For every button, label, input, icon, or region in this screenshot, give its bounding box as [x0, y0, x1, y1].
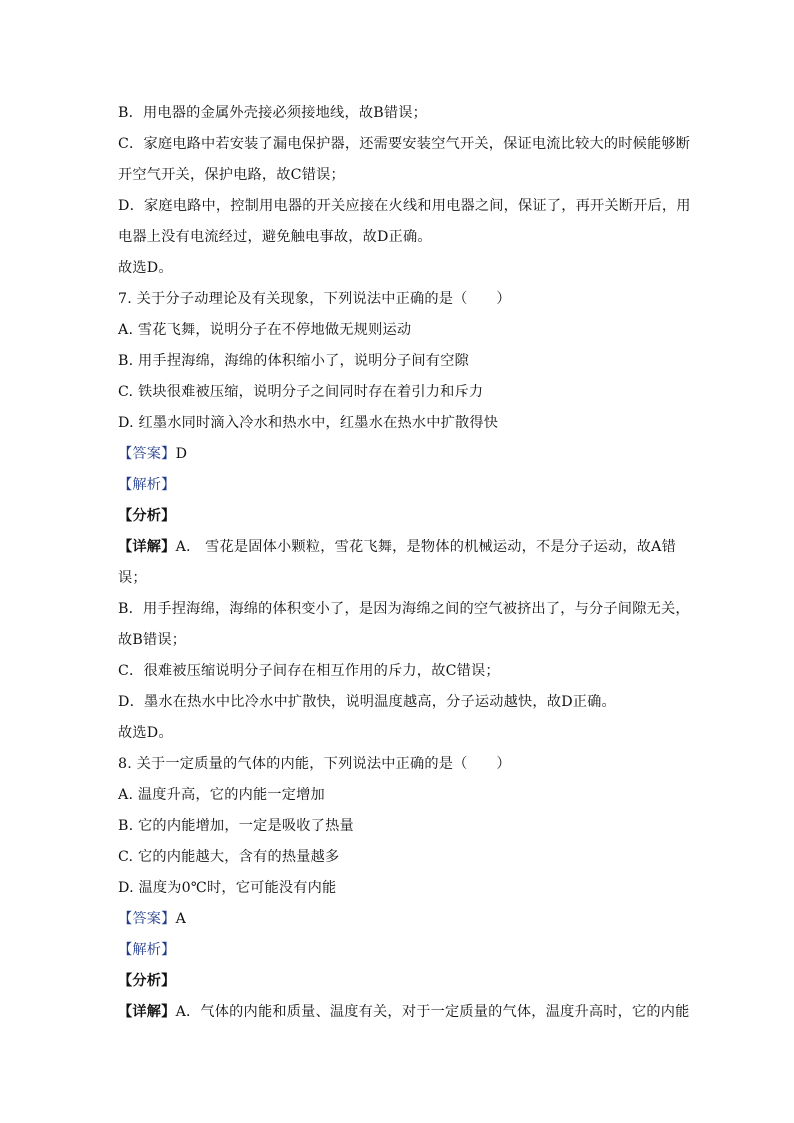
breakdown-tag: 【分析】 [118, 973, 176, 989]
analysis-line [118, 470, 678, 501]
text-line: D．家庭电路中，控制用电器的开关应接在火线和用电器之间，保证了，再开关断开后，用 [118, 198, 691, 214]
detail-line: 【详解】A．气体的内能和质量、温度有关，对于一定质量的气体，温度升高时，它的内能 [118, 1004, 690, 1020]
option-d: D. 红墨水同时滴入冷水和热水中，红墨水在热水中扩散得快 [118, 415, 499, 431]
text-line: 误； [118, 570, 147, 586]
option-c: C. 铁块很难被压缩，说明分子之间同时存在着引力和斥力 [118, 384, 484, 400]
answer-tag: 【答案】 [118, 446, 176, 462]
question-stem: 7. 关于分子动理论及有关现象，下列说法中正确的是（ ） [118, 291, 511, 307]
option-a: A. 温度升高，它的内能一定增加 [118, 787, 325, 803]
question-stem: 8. 关于一定质量的气体的内能，下列说法中正确的是（ ） [118, 756, 511, 772]
breakdown-line [118, 966, 678, 997]
breakdown-line [118, 501, 678, 532]
detail-tag: 【详解】 [118, 539, 176, 555]
breakdown-tag: 【分析】 [118, 508, 176, 524]
document-page [118, 98, 691, 1028]
analysis-tag: 【解析】 [118, 477, 176, 493]
analysis-line [118, 935, 678, 966]
option-d: D. 温度为0℃时，它可能没有内能 [118, 880, 337, 896]
detail-tag: 【详解】 [118, 1004, 176, 1020]
analysis-tag: 【解析】 [118, 942, 176, 958]
text-line: B．用手捏海绵，海绵的体积变小了，是因为海绵之间的空气被挤出了，与分子间隙无关， [118, 601, 690, 617]
answer-line: 【答案】D [118, 446, 188, 462]
text-line: 故B错误； [118, 632, 187, 648]
answer-tag: 【答案】 [118, 911, 176, 927]
text-line: C．家庭电路中若安装了漏电保护器，还需要安装空气开关，保证电流比较大的时候能够断 [118, 136, 691, 152]
text-line: 故选D。 [118, 725, 173, 741]
option-b: B. 用手捏海绵，海绵的体积缩小了，说明分子间有空隙 [118, 353, 469, 369]
answer-line: 【答案】A [118, 911, 187, 927]
text-line: D．墨水在热水中比冷水中扩散快，说明温度越高，分子运动越快，故D正确。 [118, 694, 616, 710]
text-line: 故选D。 [118, 260, 173, 276]
detail-line: 【详解】A. 雪花是固体小颗粒，雪花飞舞，是物体的机械运动，不是分子运动，故A错 [118, 539, 676, 555]
option-b: B. 它的内能增加，一定是吸收了热量 [118, 818, 354, 834]
text-line: 开空气开关，保护电路，故C错误； [118, 167, 345, 183]
option-c: C. 它的内能越大，含有的热量越多 [118, 849, 340, 865]
text-line: C．很难被压缩说明分子间存在相互作用的斥力，故C错误； [118, 663, 500, 679]
option-a: A. 雪花飞舞，说明分子在不停地做无规则运动 [118, 322, 412, 338]
text-line: 电器上没有电流经过，避免触电事故，故D正确。 [118, 229, 432, 245]
text-line: B．用电器的金属外壳接必须接地线，故B错误； [118, 105, 428, 121]
